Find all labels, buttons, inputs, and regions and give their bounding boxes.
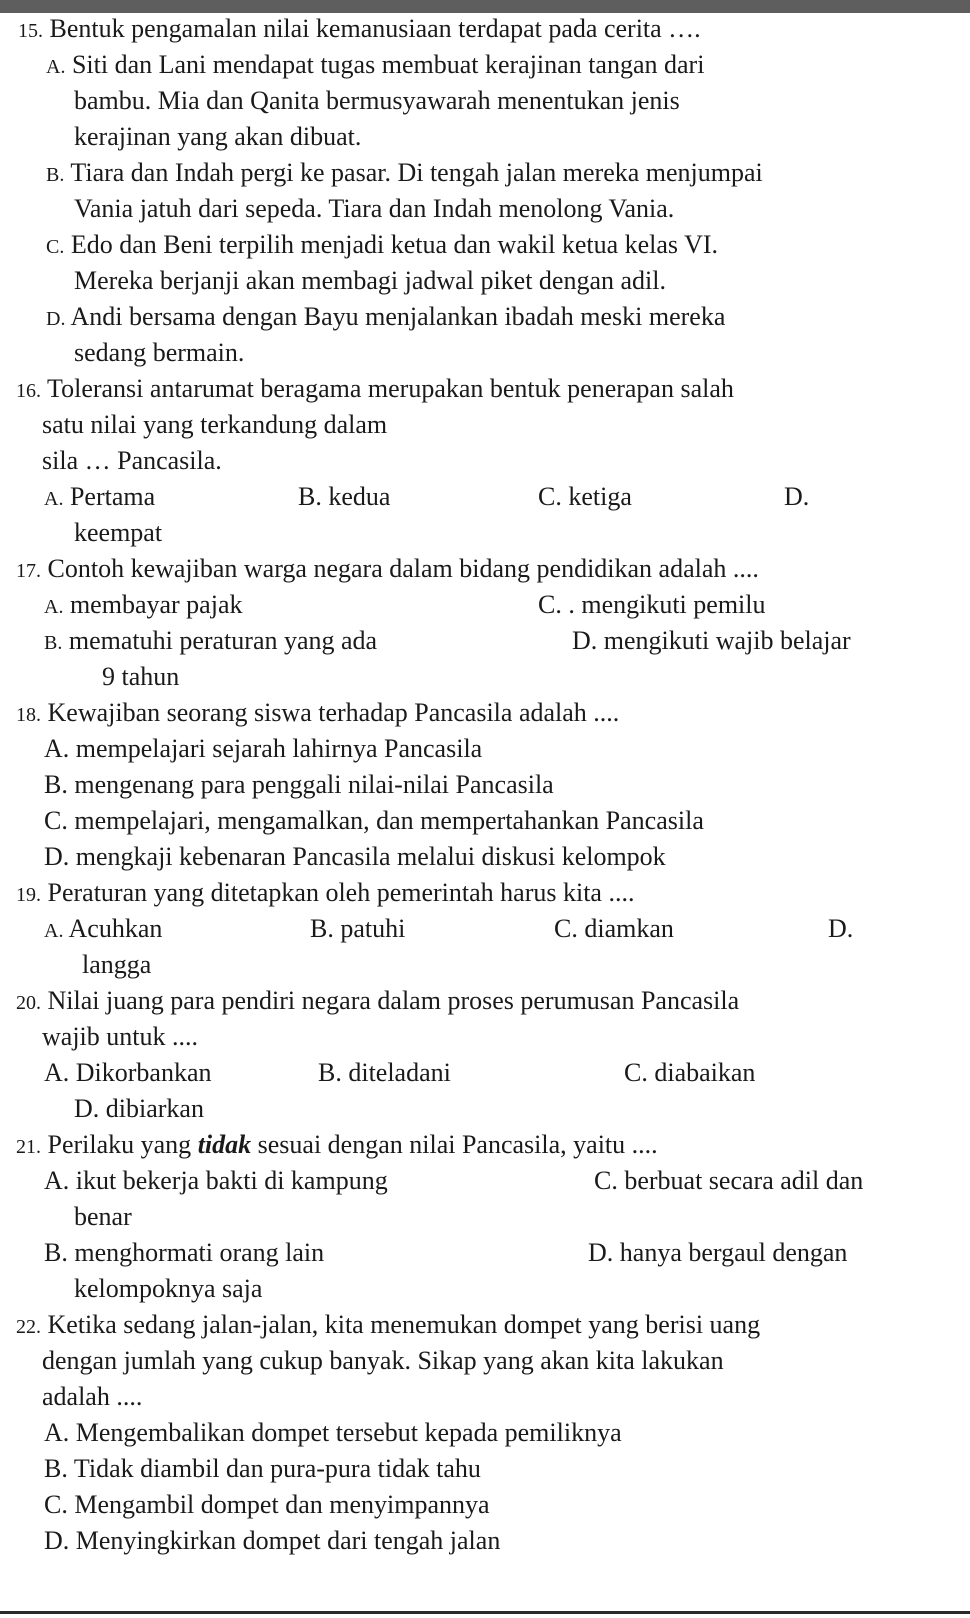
option-d[interactable]: D. [828,914,854,943]
bottom-rule [0,1611,970,1614]
option-d[interactable]: D. Menyingkirkan dompet dari tengah jalan [44,1526,501,1555]
question-stem: 17. Contoh kewajiban warga negara dalam bidang pendidikan adalah .... [16,554,759,583]
question-stem-continuation: dengan jumlah yang cukup banyak. Sikap yang akan kita lakukan [42,1346,724,1375]
question-stem-continuation: adalah .... [42,1382,143,1411]
question-number: 17. [16,560,41,582]
option-c[interactable]: C. diamkan [554,914,674,943]
option-a[interactable]: A. membayar pajak [44,590,243,619]
option-letter: A. [46,56,66,78]
question-stem: 18. Kewajiban seorang siswa terhadap Pancasila adalah .... [16,698,620,727]
option-b-continuation: Vania jatuh dari sepeda. Tiara dan Indah menolong Vania. [74,194,675,223]
option-letter: B. [46,164,65,186]
option-d[interactable]: D. mengkaji kebenaran Pancasila melalui diskusi kelompok [44,842,666,871]
option-d-continuation: kelompoknya saja [74,1274,263,1303]
option-d[interactable]: D. dibiarkan [74,1094,204,1123]
question-number: 21. [16,1136,41,1158]
option-b[interactable]: B. patuhi [310,914,406,943]
question-number: 16. [16,380,41,402]
option-c[interactable]: C. Mengambil dompet dan menyimpannya [44,1490,490,1519]
option-d[interactable]: D. [784,482,810,511]
option-c-continuation: benar [74,1202,132,1231]
option-d[interactable]: D. mengikuti wajib belajar [572,626,851,655]
option-d[interactable]: D. Andi bersama dengan Bayu menjalankan ibadah meski mereka [46,302,726,331]
question-stem-continuation: wajib untuk .... [42,1022,198,1051]
option-d[interactable]: D. hanya bergaul dengan [588,1238,848,1267]
option-d-continuation: langga [82,950,152,979]
option-a[interactable]: A. Acuhkan [44,914,163,943]
option-b[interactable]: B. diteladani [318,1058,451,1087]
option-letter: C. [46,236,65,258]
option-a[interactable]: A. Mengembalikan dompet tersebut kepada pemiliknya [44,1418,622,1447]
option-b[interactable]: B. mengenang para penggali nilai-nilai Pancasila [44,770,554,799]
option-c[interactable]: C. Edo dan Beni terpilih menjadi ketua dan wakil ketua kelas VI. [46,230,719,259]
option-d-continuation: keempat [74,518,163,547]
option-letter: B. [44,632,63,654]
question-number: 19. [16,884,41,906]
option-b[interactable]: B. menghormati orang lain [44,1238,325,1267]
option-c[interactable]: C. mempelajari, mengamalkan, dan mempertahankan Pancasila [44,806,704,835]
option-b[interactable]: B. kedua [298,482,391,511]
option-c[interactable]: C. ketiga [538,482,632,511]
question-stem-continuation: satu nilai yang terkandung dalam [42,410,388,439]
option-a[interactable]: A. Dikorbankan [44,1058,212,1087]
option-a[interactable]: A. mempelajari sejarah lahirnya Pancasila [44,734,483,763]
question-stem: 16. Toleransi antarumat beragama merupakan bentuk penerapan salah [16,374,734,403]
option-d-continuation: 9 tahun [102,662,180,691]
option-c[interactable]: C. . mengikuti pemilu [538,590,766,619]
question-stem: 19. Peraturan yang ditetapkan oleh pemerintah harus kita .... [16,878,635,907]
option-c-continuation: Mereka berjanji akan membagi jadwal piket dengan adil. [74,266,666,295]
option-a[interactable]: A. ikut bekerja bakti di kampung [44,1166,388,1195]
question-stem: 15. Bentuk pengamalan nilai kemanusiaan terdapat pada cerita …. [18,14,701,43]
option-a-continuation: kerajinan yang akan dibuat. [74,122,362,151]
emphasis-word: tidak [197,1130,252,1159]
option-letter: D. [46,308,66,330]
option-d-continuation: sedang bermain. [74,338,245,367]
option-b[interactable]: B. mematuhi peraturan yang ada [44,626,378,655]
option-c[interactable]: C. berbuat secara adil dan [594,1166,864,1195]
option-b[interactable]: B. Tidak diambil dan pura-pura tidak tahu [44,1454,481,1483]
question-number: 20. [16,992,41,1014]
question-stem: 22. Ketika sedang jalan-jalan, kita menemukan dompet yang berisi uang [16,1310,761,1339]
option-a[interactable]: A. Siti dan Lani mendapat tugas membuat kerajinan tangan dari [46,50,705,79]
option-letter: A. [44,920,64,942]
question-stem: 21. Perilaku yang tidak sesuai dengan nilai Pancasila, yaitu .... [16,1130,658,1159]
option-a-continuation: bambu. Mia dan Qanita bermusyawarah menentukan jenis [74,86,680,115]
question-stem-continuation: sila … Pancasila. [42,446,222,475]
option-letter: A. [44,596,64,618]
option-c[interactable]: C. diabaikan [624,1058,756,1087]
question-stem: 20. Nilai juang para pendiri negara dalam proses perumusan Pancasila [16,986,740,1015]
option-b[interactable]: B. Tiara dan Indah pergi ke pasar. Di tengah jalan mereka menjumpai [46,158,763,187]
question-number: 22. [16,1316,41,1338]
option-letter: A. [44,488,64,510]
option-a[interactable]: A. Pertama [44,482,156,511]
question-number: 18. [16,704,41,726]
question-number: 15. [18,20,43,42]
